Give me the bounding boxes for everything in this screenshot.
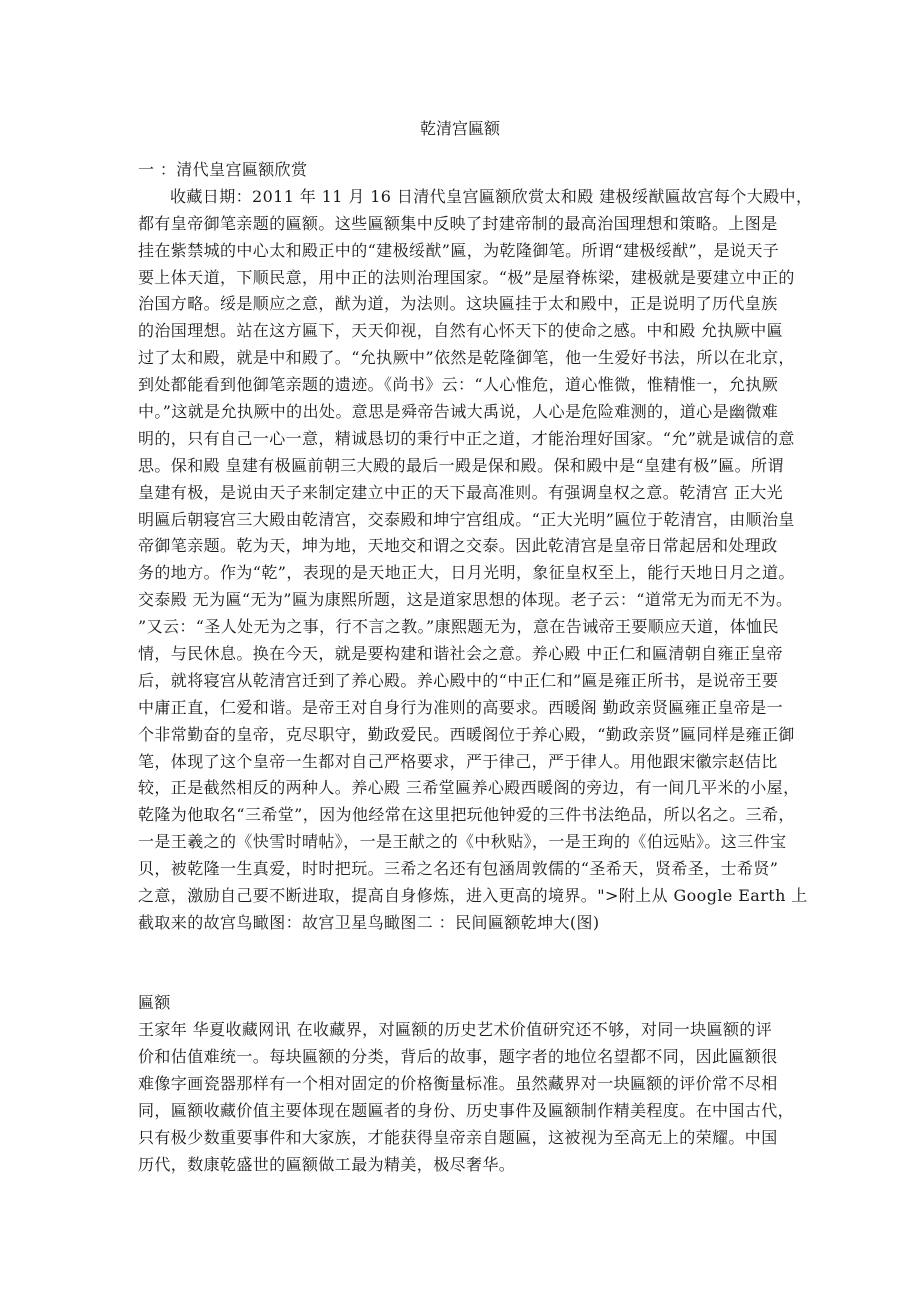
text-line: 皇建有极，是说由天子来制定建立中正的天下最高准则。有强调皇权之意。乾清宫 正大光 [138, 482, 784, 502]
text-line: 情，与民休息。换在今天，就是要构建和谐社会之意。养心殿 中正仁和匾清朝自雍正皇帝 [138, 644, 784, 664]
text-line: 明匾后朝寝宫三大殿由乾清宫，交泰殿和坤宁宫组成。“正大光明”匾位于乾清宫，由顺治皇 [138, 509, 795, 529]
text-line: 交泰殿 无为匾“无为”匾为康熙所题，这是道家思想的体现。老子云：“道常无为而无不为。 [138, 590, 793, 610]
text-line: 治国方略。绥是顺应之意，猷为道，为法则。这块匾挂于太和殿中，正是说明了历代皇族 [138, 294, 778, 314]
text-line: 贝，被乾隆一生真爱，时时把玩。三希之名还有包涵周敦儒的“圣希天，贤希圣，士希贤” [138, 859, 779, 879]
section-heading: 匾额 [138, 993, 171, 1012]
text-line: 到处都能看到他御笔亲题的遗迹。《尚书》云：“人心惟危，道心惟微，惟精惟一，允执厥 [138, 375, 779, 395]
section-body [138, 184, 813, 937]
text-line: 较，正是截然相反的两种人。养心殿 三希堂匾养心殿西暖阁的旁边，有一间几平米的小屋， [138, 778, 800, 798]
text-line: 只有极少数重要事件和大家族，才能获得皇帝亲自题匾，这被视为至高无上的荣耀。中国 [138, 1128, 778, 1147]
text-line: 帝御笔亲题。乾为天，坤为地，天地交和谓之交泰。因此乾清宫是皇帝日常起居和处理政 [138, 536, 778, 556]
text-line: 的治国理想。站在这方匾下，天天仰视，自然有心怀天下的使命之感。中和殿 允执厥中匾 [138, 321, 784, 341]
text-line: 价和估值难统一。每块匾额的分类，背后的故事，题字者的地位名望都不同，因此匾额很 [138, 1047, 778, 1066]
section-heading: 一 ：清代皇宫匾额欣赏 [138, 160, 308, 179]
text-line: 中。”这就是允执厥中的出处。意思是舜帝告诫大禹说，人心是危险难测的，道心是幽微难 [138, 402, 779, 422]
text-line: 挂在紫禁城的中心太和殿正中的“建极绥猷”匾，为乾隆御笔。所谓“建极绥猷”，是说天子 [138, 240, 780, 260]
text-line: 笔，体现了这个皇帝一生都对自己严格要求，严于律己，严于律人。用他跟宋徽宗赵佶比 [138, 751, 778, 771]
text-line: 同，匾额收藏价值主要体现在题匾者的身份、历史事件及匾额制作精美程度。在中国古代， [138, 1101, 795, 1120]
section-body [138, 1016, 795, 1178]
text-line: 都有皇帝御笔亲题的匾额。这些匾额集中反映了封建帝制的最高治国理想和策略。上图是 [138, 213, 778, 233]
section-plaques [138, 989, 795, 1178]
text-line: 历代，数康乾盛世的匾额做工最为精美，极尽奢华。 [138, 1155, 516, 1174]
text-line: 思。保和殿 皇建有极匾前朝三大殿的最后一殿是保和殿。保和殿中是“皇建有极”匾。所谓 [138, 455, 784, 475]
text-line: ”又云：“圣人处无为之事，行不言之教。”康熙题无为，意在告诫帝王要顺应天道，体恤民 [138, 617, 779, 637]
text-line: 后，就将寝宫从乾清宫迁到了养心殿。养心殿中的“中正仁和”匾是雍正所书，是说帝王要 [138, 670, 779, 690]
text-line: 要上体天道，下顺民意，用中正的法则治理国家。“极”是屋脊栋梁，建极就是要建立中正的 [138, 267, 795, 287]
section-qing-palace-plaques [138, 157, 813, 937]
text-line: 一是王羲之的《快雪时晴帖》，一是王献之的《中秋贴》，一是王珣的《伯远贴》。这三件宝 [138, 832, 787, 852]
text-line: 明的，只有自己一心一意，精诚恳切的秉行中正之道，才能治理好国家。“允”就是诚信的意 [138, 428, 795, 448]
text-line: 王家年 华夏收藏网讯 在收藏界，对匾额的历史艺术价值研究还不够，对同一块匾额的评 [138, 1020, 773, 1039]
document-title: 乾清宫匾额 [419, 119, 500, 138]
text-line: 个非常勤奋的皇帝，克尽职守，勤政爱民。西暖阁位于养心殿，“勤政亲贤”匾同样是雍正御 [138, 724, 795, 744]
text-line: 截取来的故宫鸟瞰图：故宫卫星鸟瞰图二 ：民间匾额乾坤大(图) [138, 912, 600, 932]
text-line: 务的地方。作为“乾”，表现的是天地正大，日月光明，象征皇权至上，能行天地日月之道。 [138, 563, 795, 583]
text-line: 之意，激励自己要不断进取，提高自身修炼，进入更高的境界。">附上从 Google Earth 上 [138, 886, 808, 906]
text-line: 乾隆为他取名“三希堂”，因为他经常在这里把玩他钟爱的三件书法绝品，所以名之。三希， [138, 805, 795, 825]
text-line: 中庸正直，仁爱和谐。是帝王对自身行为准则的高要求。西暖阁 勤政亲贤匾雍正皇帝是一 [138, 697, 784, 717]
text-line: 收藏日期：2011 年 11 月 16 日清代皇宫匾额欣赏太和殿 建极绥猷匾故宫每个大殿中， [170, 186, 813, 206]
text-line: 过了太和殿，就是中和殿了。“允执厥中”依然是乾隆御笔，他一生爱好书法，所以在北京， [138, 348, 795, 368]
text-line: 难像字画瓷器那样有一个相对固定的价格衡量标准。虽然藏界对一块匾额的评价常不尽相 [138, 1074, 778, 1093]
